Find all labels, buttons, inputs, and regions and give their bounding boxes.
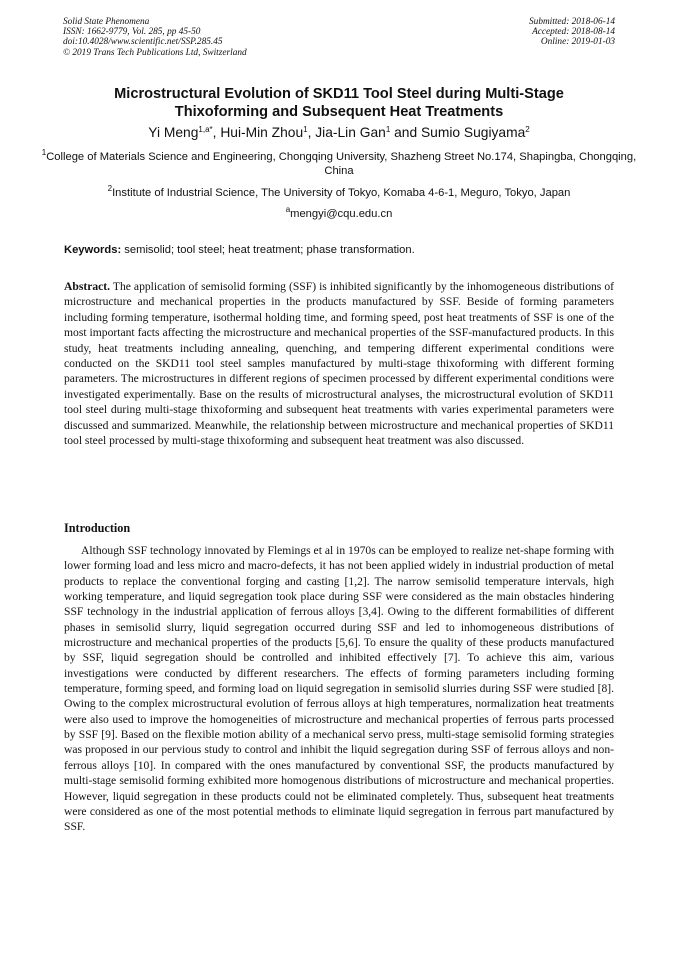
author-affiliation-marker: 2 — [525, 125, 530, 134]
publication-dates — [529, 17, 615, 48]
author-name: Jia-Lin Gan — [315, 125, 386, 140]
accepted-date: Accepted: 2018-08-14 — [532, 27, 615, 38]
keywords — [64, 243, 616, 257]
affiliation-marker: 2 — [107, 184, 113, 193]
affiliation-marker: 1 — [41, 148, 47, 157]
abstract — [64, 279, 614, 448]
issn-volume: ISSN: 1662-9779, Vol. 285, pp 45-50 — [63, 27, 201, 38]
keywords-label: Keywords: — [64, 244, 122, 256]
title-line: Thixoforming and Subsequent Heat Treatments — [174, 104, 504, 120]
email-address[interactable]: mengyi@cqu.edu.cn — [290, 208, 393, 220]
author-affiliation-marker: 1 — [303, 125, 308, 134]
corresponding-email — [40, 207, 638, 221]
journal-name: Solid State Phenomena — [63, 17, 150, 27]
paper-title — [40, 85, 638, 121]
doi: doi:10.4028/www.scientific.net/SSP.285.45 — [63, 37, 223, 48]
copyright: © 2019 Trans Tech Publications Ltd, Switzerland — [63, 47, 247, 58]
author-list — [40, 124, 638, 141]
author-name: Sumio Sugiyama — [420, 125, 526, 140]
journal-info — [63, 17, 247, 58]
author-affiliation-marker: 1,a* — [198, 125, 213, 134]
submitted-date: Submitted: 2018-06-14 — [529, 17, 615, 27]
author-separator: , — [212, 125, 221, 140]
abstract-text: The application of semisolid forming (SSF) is inhibited significantly by the inhomogeneous distributions of microstructure and mechanical properties in the products manufactured by SSF. Beside of forming parameters including forming temperature, isothermal holding time, and forming speed, post heat treatments of SSF is one of the most important facts affecting the microstructure and mechanical properties of the SSF-manufactured products. In this study, heat treatments including annealing, quenching, and tempering different experimental conditions were conducted on the SKD11 tool steel samples manufactured by multi-stage thixoforming with different forming parameters. The microstructures in different regions of specimen processed by different experimental conditions were investigated experimentally. Base on the results of microstructural analyses, the microstructural evolution of SKD11 tool steel during multi-stage thixoforming and subsequent heat treatments with varies experimental parameters were discussed and summarized. Meanwhile, the relationship between microstructure and mechanical properties of SKD11 tool steel processed by multi-stage thixoforming and subsequent heat treatment was also discussed. — [64, 280, 614, 448]
author-separator: and — [390, 125, 421, 140]
introduction-heading: Introduction — [64, 521, 131, 535]
introduction-paragraph: Although SSF technology innovated by Flemings et al in 1970s can be employed to realize net-shape forming with lower forming load and less micro and macro-defects, it has not been applied widely in industrial production of metal products to replace the conventional forging and casting [1,2]. The narrow semisolid temperature intervals, high working temperature, and liquid segregation took place during SSF were considered as the main obstacles hindering SSF technology in the industrial application of ferrous alloys [3,4]. Owing to the different formabilities of different phases in semisolid slurry, liquid segregation occurred during SSF and led to inhomogeneous distributions of microstructure and mechanical properties of the products [5,6]. To ensure the quality of these products manufactured by SSF, liquid segregation should be controlled and inhibited effectively [7]. To achieve this aim, various investigations were conducted by different researchers. The effects of forming parameters including forming temperature, forming speed, and forming load on liquid segregation in semisolid slurries during SSF were studied [8]. Owing to the complex microstructural evolution of ferrous alloys at high temperatures, normalization heat treatments were also used to improve the homogeneities of microstructure and mechanical properties of ferrous parts processed by SSF [9]. Based on the flexible motion ability of a mechanical servo press, multi-stage semisolid forming strategies was proposed in our pervious study to control and inhibit the liquid segregation during SSF of ferrous alloys and non-ferrous alloys [10]. In compared with the ones manufactured by conventional SSF, the products manufactured by multi-stage semisolid forming exhibited more homogenous distributions of microstructure and mechanical properties. However, liquid segregation in these products could not be eliminated completely. Thus, subsequent heat treatments were considered as one of the most potential methods to eliminate liquid segregation in ferrous part manufactured by SSF. — [64, 544, 614, 834]
online-date: Online: 2019-01-03 — [540, 37, 615, 48]
email-marker: a — [285, 205, 291, 214]
affiliation-text: Institute of Industrial Science, The University of Tokyo, Komaba 4-6-1, Meguro, Tokyo, Japan — [112, 187, 571, 199]
keywords-text: semisolid; tool steel; heat treatment; phase transformation. — [121, 244, 415, 256]
affiliation-1 — [40, 150, 638, 179]
affiliation-text: College of Materials Science and Engineering, Chongqing University, Shazheng Street No.174, Shapingba, Chongqing, China — [46, 151, 637, 178]
author-name: Hui-Min Zhou — [220, 125, 304, 140]
title-line: Microstructural Evolution of SKD11 Tool Steel during Multi-Stage — [114, 86, 564, 102]
author-affiliation-marker: 1 — [385, 125, 391, 134]
author-separator: , — [307, 125, 316, 140]
abstract-label: Abstract. — [64, 280, 111, 293]
affiliation-2 — [40, 186, 638, 200]
author-name: Yi Meng — [148, 125, 199, 140]
